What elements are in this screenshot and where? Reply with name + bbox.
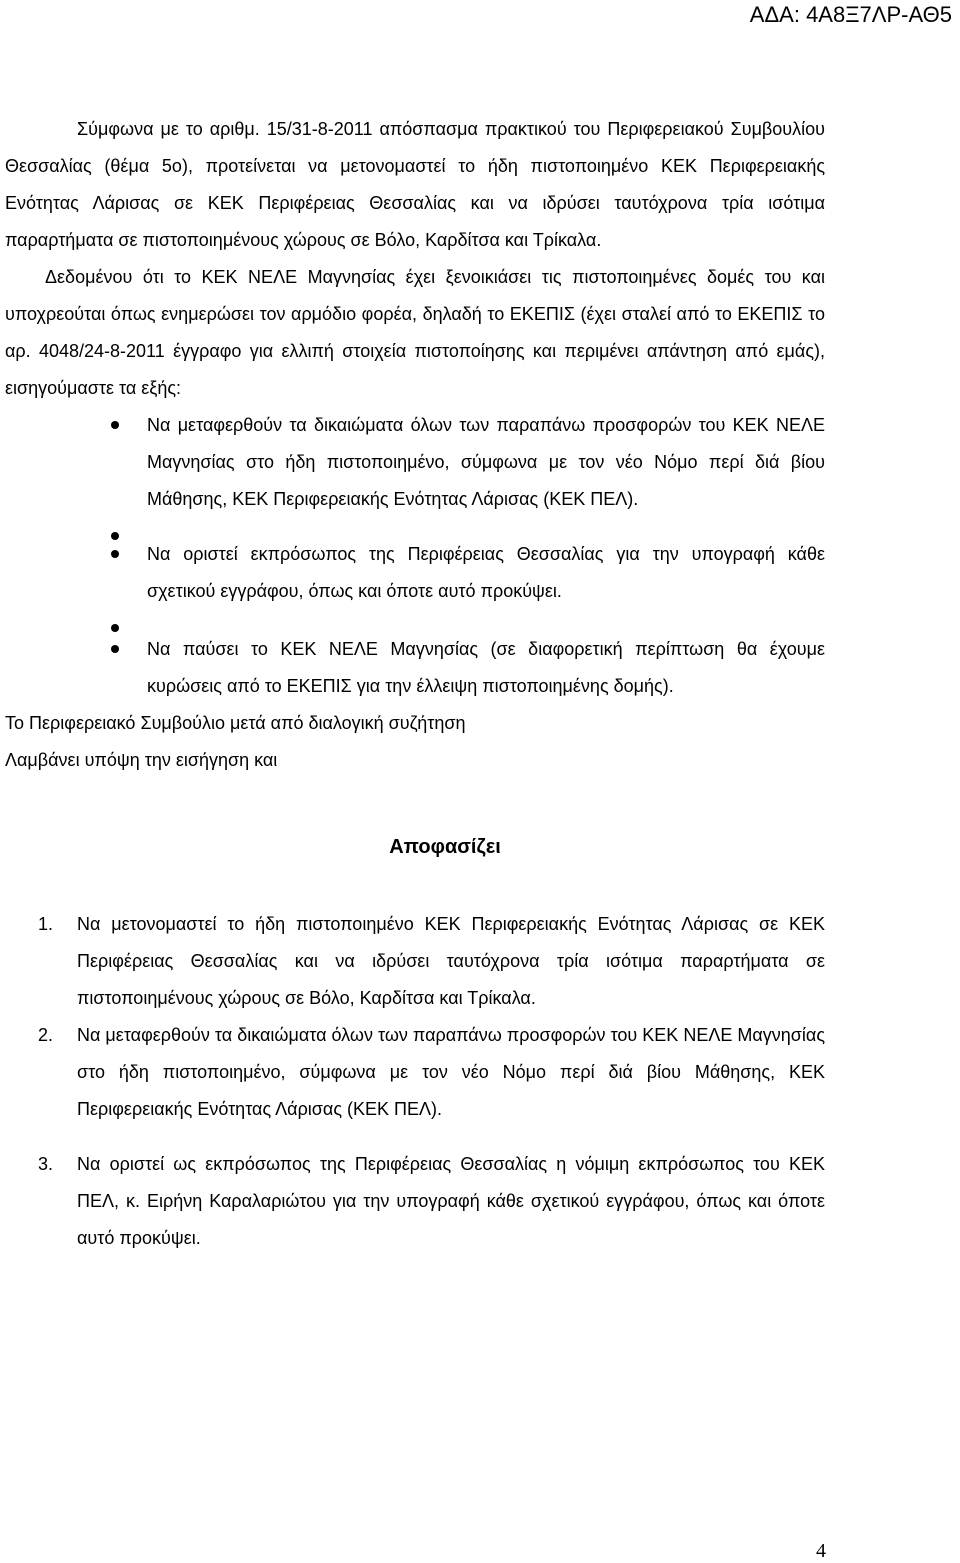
proposal-item: Να μεταφερθούν τα δικαιώματα όλων των παραπάνω προσφορών του ΚΕΚ ΝΕΛΕ Μαγνησίας στο ήδη πιστοποιημένο, σύμφωνα με τον νέο Νόμο περί διά βίου Μάθησης, ΚΕΚ Περιφερειακής Ενότητας Λάρισας (ΚΕΚ ΠΕΛ).: [5, 407, 825, 518]
decision-text: Να μετονομαστεί το ήδη πιστοποιημένο ΚΕΚ Περιφερειακής Ενότητας Λάρισας σε ΚΕΚ Περιφέρειας Θεσσαλίας και να ιδρύσει ταυτόχρονα τρία ισότιμα παραρτήματα σε πιστοποιημένους χώρους σε Βόλο, Καρδίτσα και Τρίκαλα.: [77, 914, 825, 1008]
list-spacer: [5, 610, 825, 631]
decision-number: 1.: [38, 914, 54, 934]
decision-number: 3.: [38, 1154, 54, 1174]
decision-text: Να οριστεί ως εκπρόσωπος της Περιφέρειας Θεσσαλίας η νόμιμη εκπρόσωπος του ΚΕΚ ΠΕΛ, κ. Ειρήνη Καραλαριώτου για την υπογραφή κάθε σχετικού εγγράφου, όπως και όποτε αυτό προκύψει.: [77, 1154, 825, 1248]
list-spacer: [5, 518, 825, 536]
ada-code: ΑΔΑ: 4Α8Ξ7ΛΡ-ΑΘ5: [749, 2, 952, 27]
paragraph-context: Δεδομένου ότι το ΚΕΚ ΝΕΛΕ Μαγνησίας έχει ξενοικιάσει τις πιστοποιημένες δομές του και υποχρεούται όπως ενημερώσει τον αρμόδιο φορέα, δηλαδή το ΕΚΕΠΙΣ (έχει σταλεί από το ΕΚΕΠΙΣ το αρ. 4048/24-8-2011 έγγραφο για ελλιπή στοιχεία πιστοποίησης και περιμένει απάντηση από εμάς), εισηγούμαστε τα εξής:: [5, 267, 825, 398]
decision-number: 2.: [38, 1025, 54, 1045]
page-number: 4: [816, 1540, 826, 1562]
paragraph-intro: Σύμφωνα με το αριθμ. 15/31-8-2011 απόσπασμα πρακτικού του Περιφερειακού Συμβουλίου Θεσσαλίας (θέμα 5ο), προτείνεται να μετονομαστεί το ήδη πιστοποιημένο ΚΕΚ Περιφερειακής Ενότητας Λάρισας σε ΚΕΚ Περιφέρειας Θεσσαλίας και να ιδρύσει ταυτόχρονα τρία ισότιμα παραρτήματα σε πιστοποιημένους χώρους σε Βόλο, Καρδίτσα και Τρίκαλα.: [5, 119, 825, 250]
decision-item: [5, 1146, 825, 1257]
council-line: Το Περιφερειακό Συμβούλιο μετά από διαλογική συζήτηση: [5, 713, 466, 733]
decision-item: [5, 1017, 825, 1128]
proposal-item: Να παύσει το ΚΕΚ ΝΕΛΕ Μαγνησίας (σε διαφορετική περίπτωση θα έχουμε κυρώσεις από το ΕΚΕΠΙΣ για την έλλειψη πιστοποιημένης δομής).: [5, 631, 825, 705]
list-spacer: [5, 1128, 825, 1146]
decision-text: Να μεταφερθούν τα δικαιώματα όλων των παραπάνω προσφορών του ΚΕΚ ΝΕΛΕ Μαγνησίας στο ήδη πιστοποιημένο, σύμφωνα με τον νέο Νόμο περί διά βίου Μάθησης, ΚΕΚ Περιφερειακής Ενότητας Λάρισας (ΚΕΚ ΠΕΛ).: [77, 1025, 825, 1119]
decision-list: [5, 906, 825, 1257]
document-body: [5, 111, 825, 1257]
decision-title: Αποφασίζει: [389, 836, 501, 858]
council-line: Λαμβάνει υπόψη την εισήγηση και: [5, 750, 278, 770]
proposal-item: Να οριστεί εκπρόσωπος της Περιφέρειας Θεσσαλίας για την υπογραφή κάθε σχετικού εγγράφου, όπως και όποτε αυτό προκύψει.: [5, 536, 825, 610]
proposal-list: [5, 407, 825, 705]
decision-item: [5, 906, 825, 1017]
